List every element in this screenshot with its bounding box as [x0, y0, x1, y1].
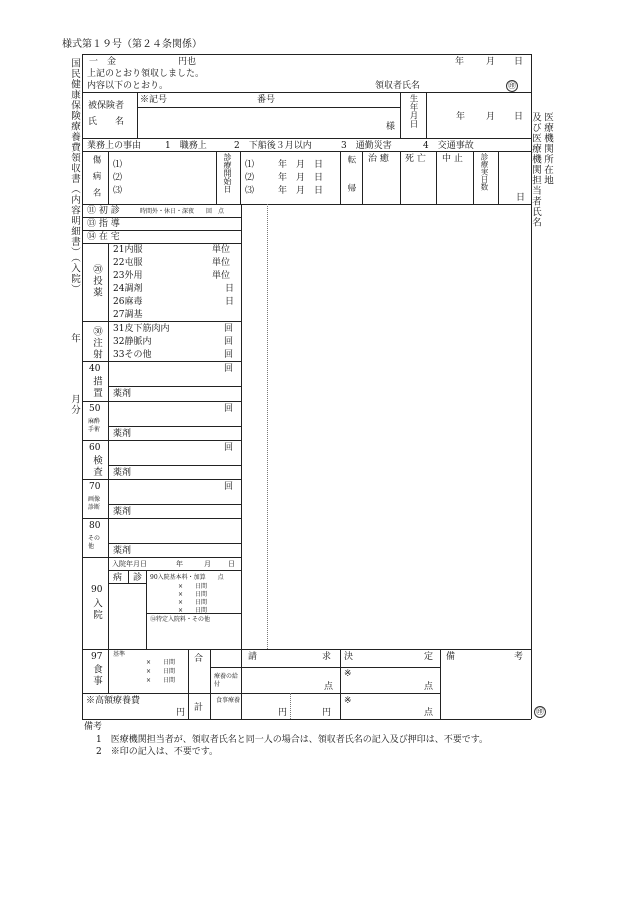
row-line-7 — [82, 440, 241, 441]
first-visit-label: ⑪ 初 診 — [87, 206, 120, 216]
drug-line-80 — [108, 543, 241, 544]
header-day: 日 — [514, 57, 524, 67]
line-after-header — [82, 92, 531, 93]
meal-div-5 — [340, 649, 341, 719]
line-after-disease — [82, 204, 531, 205]
total-label-1: 合 — [194, 654, 204, 664]
line-after-insured — [82, 138, 531, 139]
cause-opt-2: 2 下船後３月以内 — [234, 141, 312, 151]
left-month-day: 月分 — [69, 394, 80, 415]
outcome-death: 死 亡 — [405, 154, 426, 164]
outcome-cured: 治 癒 — [368, 154, 389, 164]
injection-label: ㉚注射 — [91, 326, 102, 361]
insured-label-bottom: 氏 名 — [88, 117, 125, 127]
row-line-3 — [82, 243, 241, 244]
inj-32: 32静脈内 — [113, 337, 152, 347]
code-50: 50 — [89, 404, 101, 414]
amount-unit: 円也 — [178, 57, 197, 67]
code-40: 40 — [89, 364, 101, 374]
label-90: 入院 — [91, 598, 102, 621]
drug-line-40 — [108, 386, 241, 387]
outcome-stopped: 中 止 — [442, 154, 463, 164]
times-40: 回 — [224, 364, 234, 374]
drug-line-60 — [108, 465, 241, 466]
diag-label: 診 — [133, 573, 143, 583]
high-cost-label: ※高額療養費 — [86, 696, 141, 706]
birth-divider-2 — [426, 92, 427, 138]
right-title-address: 医療機関所在地 — [542, 112, 553, 186]
inj-32-unit: 回 — [224, 337, 234, 347]
admit-year: 年 — [176, 560, 183, 568]
med-26-unit: 日 — [225, 297, 235, 307]
insured-label-top: 被保険者 — [88, 101, 125, 111]
days-unit: 日 — [516, 193, 526, 203]
disease-item-3: ⑶ — [113, 186, 123, 196]
times-50: 回 — [224, 404, 234, 414]
inj-33: 33その他 — [113, 350, 152, 360]
birth-month: 月 — [486, 112, 496, 122]
cause-label: 業務上の事由 — [87, 141, 142, 151]
frame-right — [531, 54, 532, 719]
med-24: 24調剤 — [113, 284, 143, 294]
ward-divider — [128, 570, 129, 583]
times-60: 回 — [224, 443, 234, 453]
start-date-2: 年 月 日 — [278, 173, 324, 183]
line-after-cause — [82, 151, 531, 152]
first-visit-note: 時間外・休日・深夜 回 点 — [140, 208, 225, 215]
meal-cost-label: 食事療養 — [216, 697, 241, 704]
right-title-doctor: 及び医療機関担当者氏名 — [530, 112, 541, 228]
label-80: その他 — [88, 535, 101, 550]
total-label-2: 計 — [194, 703, 204, 713]
receiver-label: 領収者氏名 — [375, 81, 421, 91]
med-21-unit: 単位 — [212, 245, 231, 255]
med-27: 27調基 — [113, 310, 143, 320]
items-right-border — [241, 204, 242, 649]
disease-div-3 — [240, 151, 241, 205]
meal-cost-yen-2: 円 — [322, 708, 332, 718]
decision-label: 決 — [344, 652, 354, 662]
days-label: 診療実日数 — [480, 153, 489, 191]
guidance-label: ⑬ 指 導 — [87, 219, 120, 229]
meal-days-1: × 日間 — [146, 659, 176, 666]
notes-line-2: 2 ※印の記入は、不要です。 — [96, 747, 219, 757]
drug-80: 薬剤 — [113, 546, 132, 556]
code-90: 90 — [91, 585, 103, 595]
basic-fee-label: 90入院基本料・加算 点 — [150, 574, 224, 581]
insured-divider — [137, 92, 138, 138]
inj-31: 31皮下筋肉内 — [113, 324, 170, 334]
row-line-4 — [82, 321, 241, 322]
decision-mark-2: ※ — [344, 696, 352, 706]
meal-base: 基準 — [113, 651, 126, 658]
label-50: 麻酔手術 — [88, 418, 101, 433]
request-point: 点 — [324, 682, 334, 692]
admit-date-label: 入院年月日 — [112, 560, 147, 568]
label-70: 画像診断 — [88, 496, 101, 511]
meal-days-2: × 日間 — [146, 668, 176, 675]
notes-line-1: 1 医療機関担当者が、領収者氏名と同一人の場合は、領収者氏名の記入及び押印は、不要です。 — [96, 735, 489, 745]
med-22-unit: 単位 — [212, 258, 231, 268]
birth-year: 年 — [456, 112, 466, 122]
frame-top — [82, 54, 531, 55]
basic-fee-days-1: × 日間 — [178, 583, 208, 590]
drug-line-50 — [108, 426, 241, 427]
row-line-11 — [82, 649, 531, 650]
inj-31-unit: 回 — [224, 324, 234, 334]
med-24-unit: 日 — [225, 284, 235, 294]
disease-div-1 — [108, 151, 109, 205]
decision-point-1: 点 — [424, 682, 434, 692]
symbol-label: ※記号 — [140, 95, 168, 105]
receipt-text: 上記のとおり領収しました。 — [87, 69, 205, 79]
header-month: 月 — [486, 57, 496, 67]
decision-mark-1: ※ — [344, 669, 352, 679]
disease-item-1: ⑴ — [113, 160, 123, 170]
label-40: 措置 — [91, 376, 102, 399]
meal-div-2 — [188, 649, 189, 719]
meal-cost-yen-1: 円 — [278, 708, 288, 718]
decision-point-2: 点 — [424, 708, 434, 718]
meal-days-3: × 日間 — [146, 677, 176, 684]
inpatient-divider — [146, 570, 147, 649]
high-cost-yen: 円 — [176, 708, 186, 718]
home-label: ⑭ 在 宅 — [87, 232, 120, 242]
disease-div-9 — [498, 151, 499, 205]
code-80: 80 — [89, 521, 101, 531]
remark-label-2: 考 — [514, 652, 524, 662]
med-21: 21内服 — [113, 245, 143, 255]
disease-div-5 — [362, 151, 363, 205]
ward-label: 病 — [113, 573, 123, 583]
basic-fee-days-4: × 日間 — [178, 607, 208, 614]
left-year: 年 — [69, 333, 80, 344]
frame-bottom — [82, 719, 531, 720]
frame-left — [82, 54, 83, 719]
form-title: 様式第１９号（第２４条関係） — [62, 39, 202, 50]
admit-month: 月 — [204, 560, 211, 568]
start-label: 診療開始日 — [223, 153, 232, 193]
start-date-1: 年 月 日 — [278, 160, 324, 170]
row-line-1 — [82, 217, 241, 218]
med-23-unit: 単位 — [212, 271, 231, 281]
header-year: 年 — [455, 57, 465, 67]
label-97: 食事 — [91, 664, 102, 687]
drug-line-70 — [108, 504, 241, 505]
code-97: 97 — [91, 652, 103, 662]
disease-div-4 — [340, 151, 341, 205]
disease-label: 傷病名 — [91, 155, 101, 205]
disease-item-2: ⑵ — [113, 173, 123, 183]
start-item-1: ⑴ — [245, 160, 255, 170]
doctor-seal-icon: ㊞ — [536, 707, 544, 716]
meal-div-3 — [210, 649, 211, 719]
meal-line-2 — [82, 693, 440, 694]
meal-div-1 — [108, 649, 109, 693]
birth-label: 生年月日 — [408, 94, 418, 128]
request-label-2: 求 — [322, 652, 332, 662]
disease-div-2 — [216, 151, 217, 205]
outcome-label: 転帰 — [346, 155, 356, 212]
request-label: 請 — [248, 652, 258, 662]
basic-fee-days-2: × 日間 — [178, 591, 208, 598]
special-label: ⑭特定入院料・その他 — [150, 616, 211, 623]
meal-div-4 — [241, 649, 242, 719]
med-26: 26麻毒 — [113, 297, 143, 307]
sama-label: 様 — [386, 122, 396, 132]
med-22: 22屯服 — [113, 258, 143, 268]
meal-line-1 — [210, 667, 440, 668]
amount-label: 一 金 — [89, 57, 117, 67]
code-70: 70 — [89, 482, 101, 492]
remark-label: 備 — [446, 652, 456, 662]
disease-div-6 — [400, 151, 401, 205]
cause-opt-4: 4 交通事故 — [423, 141, 474, 151]
items-inner-left — [108, 243, 109, 649]
cause-opt-1: 1 職務上 — [165, 141, 207, 151]
number-label: 番号 — [257, 95, 276, 105]
row-line-5 — [82, 361, 241, 362]
drug-50: 薬剤 — [113, 429, 132, 439]
notes-title: 備考 — [84, 722, 103, 732]
label-60: 検査 — [91, 455, 102, 478]
decision-label-2: 定 — [424, 652, 434, 662]
cause-opt-3: 3 通勤災害 — [341, 141, 392, 151]
inj-33-unit: 回 — [224, 350, 234, 360]
admit-day: 日 — [228, 560, 235, 568]
start-date-3: 年 月 日 — [278, 186, 324, 196]
insured-inner-line — [137, 107, 400, 108]
row-line-10 — [82, 557, 241, 558]
left-form-title: 国民健康保険療養費領収書（内容明細書）（入院） — [69, 58, 80, 295]
benefit-label: 療養の給付 — [214, 673, 239, 688]
row-line-8 — [82, 479, 241, 480]
row-line-6 — [82, 401, 241, 402]
code-60: 60 — [89, 443, 101, 453]
content-text: 内容以下のとおり。 — [87, 81, 169, 91]
ward-line — [108, 583, 146, 584]
receiver-seal-icon: ㊞ — [508, 81, 516, 90]
disease-div-8 — [473, 151, 474, 205]
items-dotted-line — [267, 204, 268, 649]
row-line-2 — [82, 230, 241, 231]
drug-40: 薬剤 — [113, 389, 132, 399]
birth-day: 日 — [514, 112, 524, 122]
start-item-2: ⑵ — [245, 173, 255, 183]
basic-fee-days-3: × 日間 — [178, 599, 208, 606]
med-23: 23外用 — [113, 271, 143, 281]
row-line-9 — [82, 518, 241, 519]
meal-div-6 — [440, 649, 441, 719]
drug-60: 薬剤 — [113, 468, 132, 478]
birth-divider-1 — [400, 92, 401, 138]
start-item-3: ⑶ — [245, 186, 255, 196]
times-70: 回 — [224, 482, 234, 492]
drug-70: 薬剤 — [113, 507, 132, 517]
disease-div-7 — [436, 151, 437, 205]
meal-dotted — [290, 693, 291, 719]
medication-label: ⑳投薬 — [91, 264, 102, 299]
